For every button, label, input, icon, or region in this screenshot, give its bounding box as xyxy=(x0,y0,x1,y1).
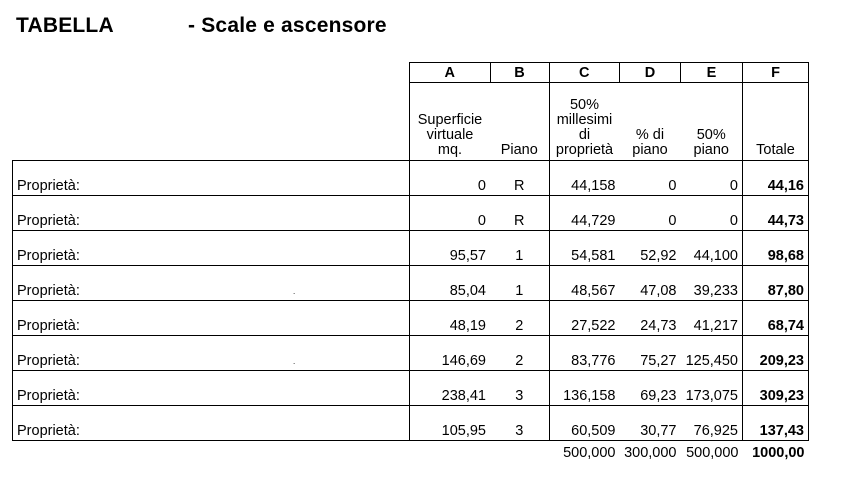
header-superficie-text: Superficie virtuale mq. xyxy=(417,112,483,158)
header-millesimi xyxy=(549,83,620,161)
cell-millesimi: 44,158 xyxy=(549,161,620,196)
cell-perc-piano: 69,23 xyxy=(620,371,681,406)
row-label: Proprietà: xyxy=(13,231,410,266)
row-label: Proprietà: xyxy=(13,371,410,406)
cell-piano: 2 xyxy=(490,336,549,371)
cell-totale: 98,68 xyxy=(743,231,809,266)
table-row xyxy=(13,406,809,441)
cell-millesimi: 44,729 xyxy=(549,196,620,231)
cell-superficie: 0 xyxy=(410,196,491,231)
cell-perc-piano: 30,77 xyxy=(620,406,681,441)
cell-piano: 1 xyxy=(490,231,549,266)
cell-totale: 44,16 xyxy=(743,161,809,196)
cell-perc-piano: 24,73 xyxy=(620,301,681,336)
header-perc-piano xyxy=(620,83,681,161)
row-label xyxy=(13,266,410,301)
total-totale: 1000,00 xyxy=(752,445,805,461)
stray-dot: . xyxy=(293,357,296,366)
row-label: Proprietà: xyxy=(13,196,410,231)
row-label: Proprietà: xyxy=(13,301,410,336)
table-row xyxy=(13,161,809,196)
header-superficie xyxy=(410,83,491,161)
cell-perc-piano: 47,08 xyxy=(620,266,681,301)
cell-superficie: 95,57 xyxy=(410,231,491,266)
table-row xyxy=(13,336,809,371)
row-label xyxy=(13,336,410,371)
table-row xyxy=(13,301,809,336)
blank-cell xyxy=(490,441,549,462)
cell-totale: 137,43 xyxy=(743,406,809,441)
cell-millesimi: 27,522 xyxy=(549,301,620,336)
column-letters-row xyxy=(13,63,809,83)
cell-superficie: 146,69 xyxy=(410,336,491,371)
col-letter-b: B xyxy=(490,63,549,83)
cell-50-piano: 44,100 xyxy=(681,231,743,266)
total-50-piano: 500,000 xyxy=(686,445,739,461)
cell-millesimi: 83,776 xyxy=(549,336,620,371)
header-totale: Totale xyxy=(743,83,809,161)
cell-superficie: 48,19 xyxy=(410,301,491,336)
cell-superficie: 105,95 xyxy=(410,406,491,441)
header-50-piano xyxy=(681,83,743,161)
cell-piano: 3 xyxy=(490,406,549,441)
col-letter-d: D xyxy=(620,63,681,83)
blank-cell xyxy=(13,63,410,83)
cell-perc-piano: 75,27 xyxy=(620,336,681,371)
cell-piano: 2 xyxy=(490,301,549,336)
cell-millesimi: 54,581 xyxy=(549,231,620,266)
col-letter-f: F xyxy=(743,63,809,83)
cell-superficie: 238,41 xyxy=(410,371,491,406)
cell-50-piano: 41,217 xyxy=(681,301,743,336)
cell-totale: 309,23 xyxy=(743,371,809,406)
cell-piano: 3 xyxy=(490,371,549,406)
page-title: TABELLA xyxy=(16,14,114,37)
blank-cell xyxy=(13,441,410,462)
cell-totale: 209,23 xyxy=(743,336,809,371)
column-headers-row xyxy=(13,83,809,161)
cell-50-piano: 39,233 xyxy=(681,266,743,301)
totals-row xyxy=(13,441,809,462)
header-perc-piano-text: % di piano xyxy=(632,127,668,158)
cell-50-piano: 0 xyxy=(681,161,743,196)
cell-millesimi: 136,158 xyxy=(549,371,620,406)
row-label: Proprietà: xyxy=(13,161,410,196)
cell-piano: R xyxy=(490,161,549,196)
blank-cell xyxy=(410,441,491,462)
cell-superficie: 0 xyxy=(410,161,491,196)
cell-superficie: 85,04 xyxy=(410,266,491,301)
table-row xyxy=(13,371,809,406)
cell-perc-piano: 0 xyxy=(620,196,681,231)
cell-millesimi: 60,509 xyxy=(549,406,620,441)
cell-50-piano: 76,925 xyxy=(681,406,743,441)
table-row xyxy=(13,231,809,266)
col-letter-a: A xyxy=(410,63,491,83)
cell-50-piano: 125,450 xyxy=(681,336,743,371)
millesimi-table xyxy=(12,62,809,461)
cell-piano: 1 xyxy=(490,266,549,301)
total-millesimi: 500,000 xyxy=(563,445,616,461)
cell-perc-piano: 52,92 xyxy=(620,231,681,266)
row-label: Proprietà: xyxy=(13,406,410,441)
blank-cell xyxy=(13,83,410,161)
cell-50-piano: 173,075 xyxy=(681,371,743,406)
cell-totale: 44,73 xyxy=(743,196,809,231)
cell-piano: R xyxy=(490,196,549,231)
cell-perc-piano: 0 xyxy=(620,161,681,196)
table-row xyxy=(13,266,809,301)
cell-millesimi: 48,567 xyxy=(549,266,620,301)
row-label-text: Proprietà: xyxy=(17,283,80,299)
cell-50-piano: 0 xyxy=(681,196,743,231)
stray-dot: . xyxy=(293,287,296,296)
header-50-piano-text: 50% piano xyxy=(693,127,729,158)
cell-totale: 87,80 xyxy=(743,266,809,301)
page-subtitle: - Scale e ascensore xyxy=(188,14,387,37)
header-piano: Piano xyxy=(500,142,538,158)
col-letter-e: E xyxy=(681,63,743,83)
header-millesimi-text: 50% millesimi di proprietà xyxy=(555,97,614,158)
table-row xyxy=(13,196,809,231)
row-label-text: Proprietà: xyxy=(17,353,80,369)
total-perc-piano: 300,000 xyxy=(624,445,677,461)
cell-totale: 68,74 xyxy=(743,301,809,336)
col-letter-c: C xyxy=(549,63,620,83)
